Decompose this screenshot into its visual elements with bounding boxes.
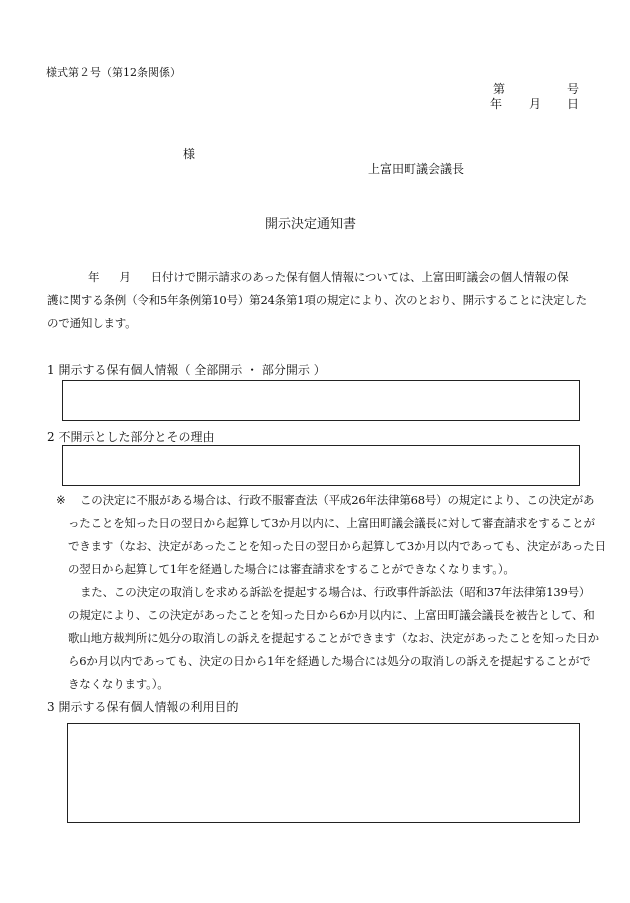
notice-line-2: ったことを知った日の翌日から起算して3か月以内に、上富田町議会議長に対して審査請求をすることが	[68, 516, 595, 530]
form-number: 様式第２号（第12条関係）	[46, 66, 181, 79]
addressee-honorific: 様	[183, 147, 196, 161]
notice-line-9: きなくなります。）。	[68, 677, 169, 691]
document-title: 開示決定通知書	[265, 217, 357, 232]
notice-line-5: また、この決定の取消しを求める訴訟を提起する場合は、行政事件訴訟法（昭和37年法律第139号）	[80, 585, 591, 599]
section-3-input-box[interactable]	[67, 723, 580, 823]
doc-number-suffix: 号	[567, 82, 580, 96]
section-2-input-box[interactable]	[62, 445, 580, 486]
intro-month-label: 月	[119, 270, 131, 284]
date-year-label: 年	[490, 97, 503, 111]
notice-line-4: の翌日から起算して1年を経過した場合には審査請求をすることができなくなります。）。	[68, 562, 515, 576]
sender-name: 上富田町議会議長	[368, 162, 465, 176]
intro-line-1: 年 月 日付けで開示請求のあった保有個人情報については、上富田町議会の個人情報の保	[88, 270, 569, 284]
notice-line-1: この決定に不服がある場合は、行政不服審査法（平成26年法律第68号）の規定により、この決定があ	[80, 493, 595, 507]
notice-mark: ※	[56, 493, 66, 507]
notice-line-8: ら6か月以内であっても、決定の日から1年を経過した場合には処分の取消しの訴えを提起することがで	[68, 654, 591, 668]
section-2-label: 2 不開示とした部分とその理由	[47, 430, 215, 444]
date-day-label: 日	[567, 97, 580, 111]
section-1-input-box[interactable]	[62, 380, 580, 421]
doc-number-prefix: 第	[493, 82, 506, 96]
intro-line-2: 護に関する条例（令和5年条例第10号）第24条第1項の規定により、次のとおり、開示することに決定した	[47, 293, 587, 307]
notice-line-6: の規定により、この決定があったことを知った日から6か月以内に、上富田町議会議長を被告として、和	[68, 608, 595, 622]
intro-year-label: 年	[88, 270, 100, 284]
notice-line-7: 歌山地方裁判所に処分の取消しの訴えを提起することができます（なお、決定があったことを知った日か	[68, 631, 599, 645]
notice-line-3: できます（なお、決定があったことを知った日の翌日から起算して3か月以内であっても、決定があった日	[68, 539, 606, 553]
intro-paragraph	[47, 266, 587, 335]
section-1-label: 1 開示する保有個人情報（ 全部開示 ・ 部分開示 ）	[47, 363, 326, 377]
date-month-label: 月	[529, 97, 542, 111]
notice-paragraph	[68, 489, 606, 696]
section-3-label: 3 開示する保有個人情報の利用目的	[47, 700, 239, 714]
intro-line-3: ので通知します。	[47, 316, 137, 330]
